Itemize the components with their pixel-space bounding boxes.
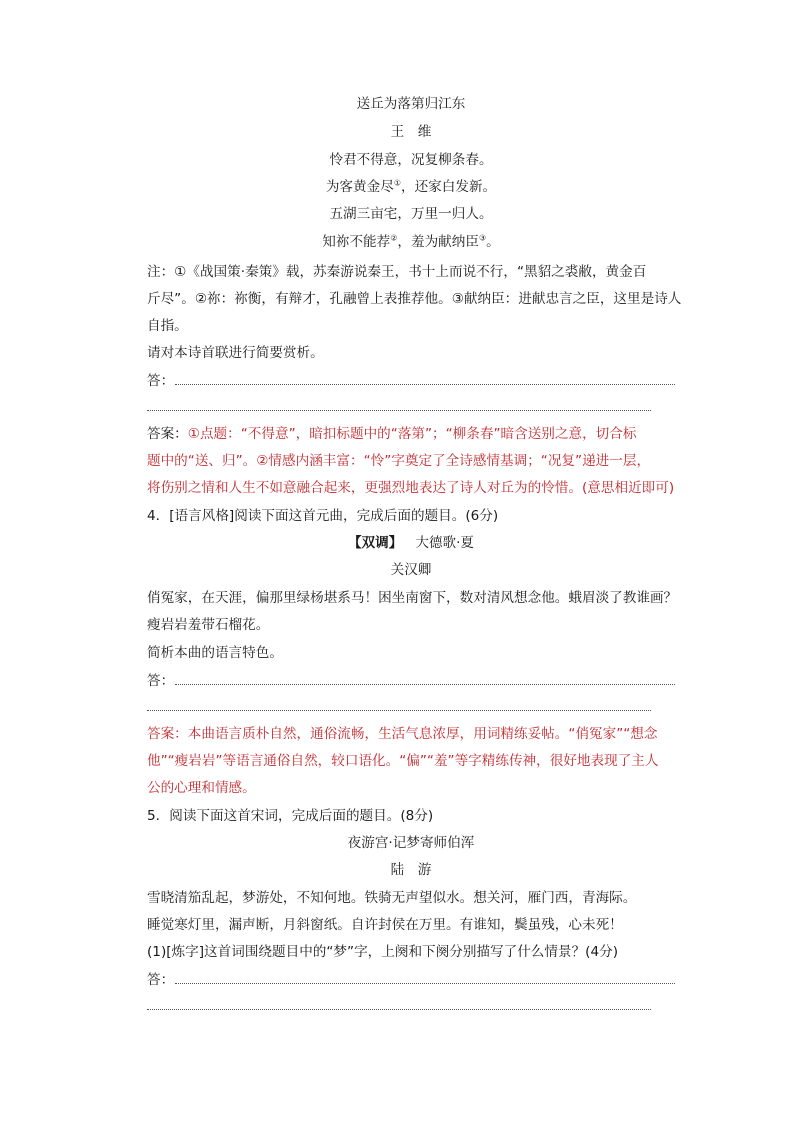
answer-line-2: 题中的“送、归”。②情感内涵丰富：“怜”字奠定了全诗感情基调；“况复”递进一层， <box>147 453 651 469</box>
poem-author: 王 维 <box>390 124 432 140</box>
q5-header: 5．阅读下面这首宋词，完成后面的题目。(8分) <box>147 808 434 824</box>
note-line-2: 斤尽”。②祢：祢衡，有辩才，孔融曾上表推荐他。③献纳臣：进献忠言之臣，这里是诗人 <box>147 291 682 307</box>
q5-text-line-2: 睡觉寒灯里，漏声断，月斜窗纸。自许封侯在万里。有谁知，鬓虽残，心未死！ <box>147 917 623 933</box>
answer-label: 答： <box>147 373 175 389</box>
q4-question: 简析本曲的语言特色。 <box>147 645 283 661</box>
answer-line-1: 答案：①点题：“不得意”，暗扣标题中的“落第”；“柳条春”暗含送别之意，切合标 <box>147 426 637 442</box>
q4-answer-line-2: 他”“瘦岩岩”等语言通俗自然，较口语化。“偏”“羞”等字精练传神，很好地表现了主人 <box>147 753 659 769</box>
answer-blank-line[interactable] <box>175 384 675 385</box>
footnote-mark-3: ③ <box>478 233 487 243</box>
q4-answer-blank-line[interactable] <box>147 710 651 711</box>
poem-line-1: 怜君不得意，况复柳条春。 <box>329 152 493 168</box>
q4-title: 【双调】 大德歌·夏 <box>347 535 475 551</box>
footnote-mark-1: ① <box>393 178 401 188</box>
q5-title: 夜游宫·记梦寄师伯浑 <box>347 835 475 851</box>
note-line-1: 注：①《战国策·秦策》载，苏秦游说秦王，书十上而说不行，“黑貂之裘敝，黄金百 <box>147 264 647 280</box>
q4-text-line-2: 瘦岩岩羞带石榴花。 <box>147 617 270 633</box>
q4-answer-line-1: 答案：本曲语言质朴自然，通俗流畅，生活气息浓厚，用词精练妥帖。“俏冤家”“想念 <box>147 726 658 742</box>
q4-text-line-1: 俏冤家，在天涯，偏那里绿杨堪系马！困坐南窗下，数对清风想念他。蛾眉淡了教谁画？ <box>147 590 678 606</box>
q5-author: 陆 游 <box>390 862 432 878</box>
q5-answer-label: 答： <box>147 972 175 988</box>
answer-line-3: 将伤别之情和人生不如意融合起来，更强烈地表达了诗人对丘为的怜惜。(意思相近即可) <box>147 480 675 496</box>
note-line-3: 自指。 <box>147 318 188 334</box>
q5-answer-blank-line[interactable] <box>175 983 675 984</box>
q5-answer-blank-line[interactable] <box>147 1009 651 1010</box>
q4-header: 4．[语言风格]阅读下面这首元曲，完成后面的题目。(6分) <box>147 508 499 524</box>
q4-author: 关汉卿 <box>390 562 432 578</box>
answer-blank-line[interactable] <box>147 410 651 411</box>
poem-line-2: 为客黄金尽①，还家白发新。 <box>325 178 497 195</box>
q4-answer-label: 答： <box>147 673 175 689</box>
poem-title: 送丘为落第归江东 <box>356 96 466 112</box>
q4-answer-line-3: 公的心理和情感。 <box>147 780 256 796</box>
footnote-mark-2: ② <box>390 233 398 243</box>
poem-line-3: 五湖三亩宅，万里一归人。 <box>329 206 493 222</box>
q4-answer-blank-line[interactable] <box>175 684 675 685</box>
q5-sub-question-1: (1)[炼字]这首词围绕题目中的“梦”字，上阕和下阕分别描写了什么情景？(4分) <box>147 944 619 960</box>
question-text: 请对本诗首联进行简要赏析。 <box>147 345 324 361</box>
poem-line-4: 知祢不能荐②，羞为献纳臣③。 <box>322 233 500 250</box>
q5-text-line-1: 雪晓清笳乱起，梦游处，不知何地。铁骑无声望似水。想关河，雁门西，青海际。 <box>147 890 637 906</box>
